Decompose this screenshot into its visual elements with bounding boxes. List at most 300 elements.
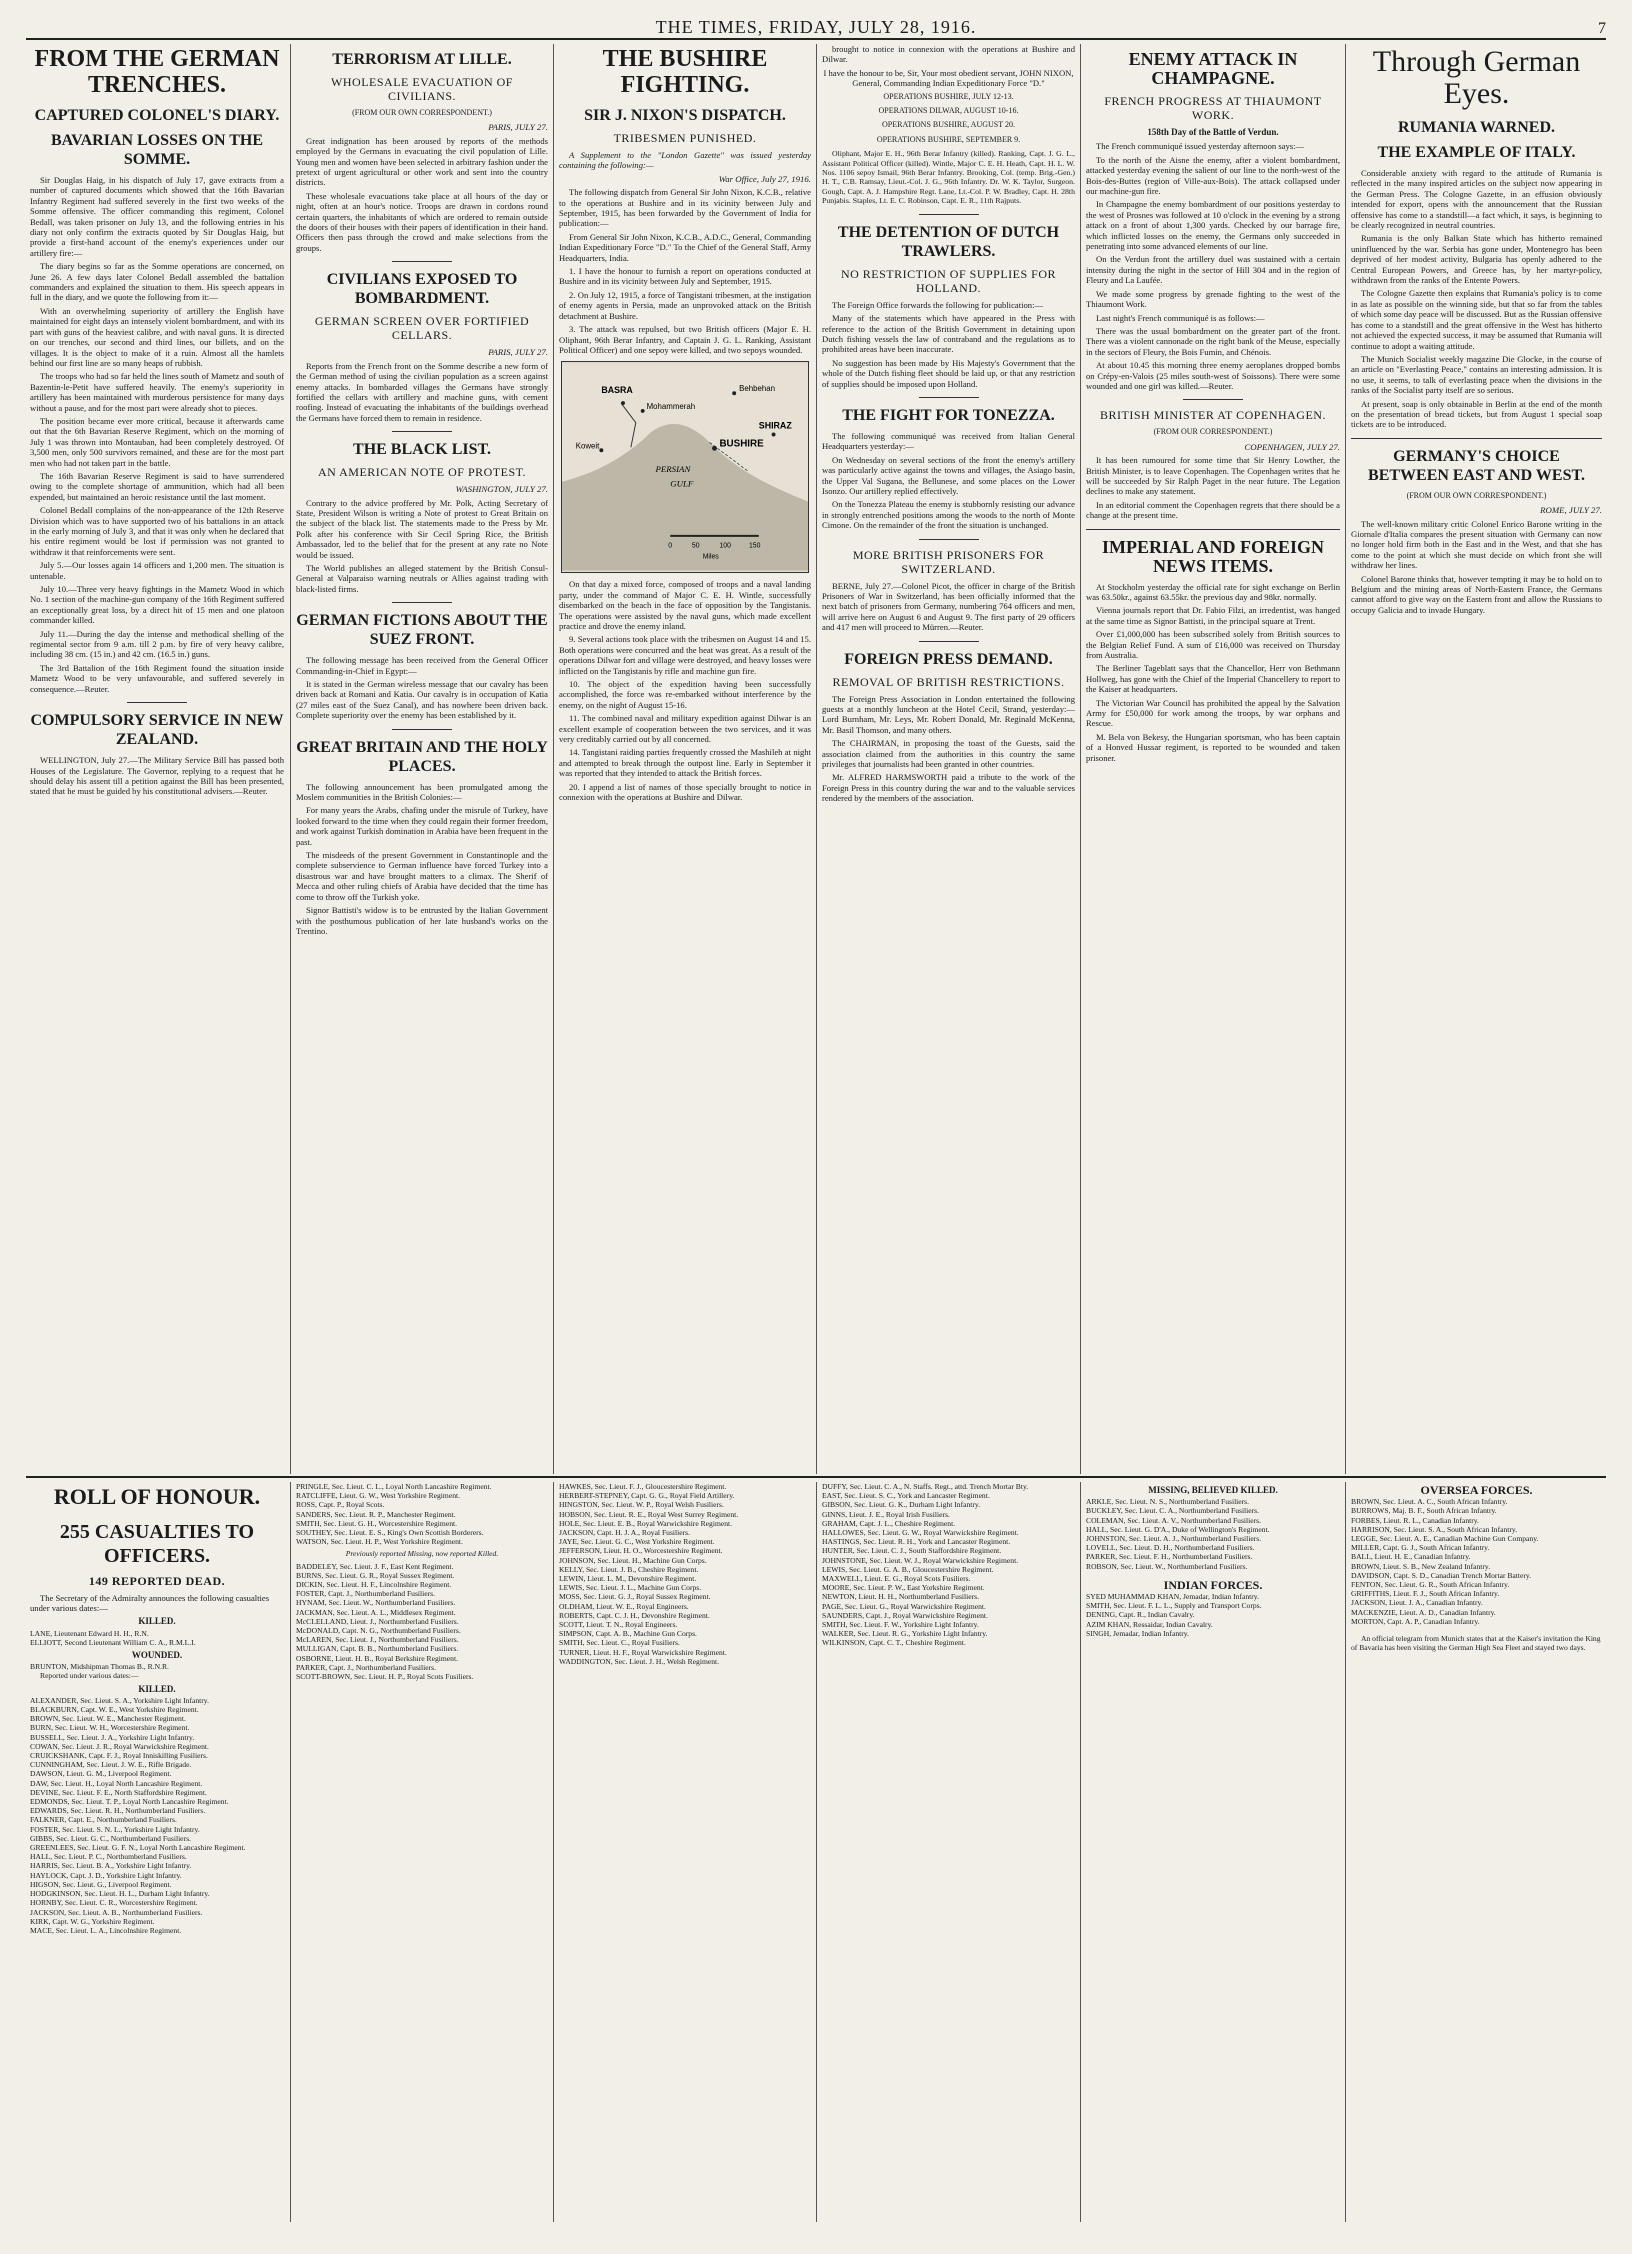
list-item: BURNS, Sec. Lieut. G. R., Royal Sussex Regiment.: [296, 1570, 455, 1580]
list-item: SMITH, Sec. Lieut. F. W., Yorkshire Light Infantry.: [822, 1620, 979, 1630]
paragraph: For many years the Arabs, chafing under the misrule of Turkey, have looked forward to the time when they could regain their former freedom, and work against Turkish domination in Arabia have been frequent in the past.: [296, 805, 548, 847]
paragraph: The troops who had so far held the lines south of Mametz and south of Bazentin-le-Petit have suffered heavily. The enemy's superiority in artillery has been maintained with murderous persistence for many days without a pause, and for the most part were already shot to pieces.: [30, 371, 284, 413]
list-item: WALKER, Sec. Lieut. R. G., Yorkshire Light Infantry.: [822, 1629, 988, 1639]
divider: [919, 539, 979, 540]
map-label-behbehan: Behbehan: [739, 384, 775, 394]
column-rule: [816, 44, 817, 1474]
list-item: KIRK, Capt. W. G., Yorkshire Regiment.: [30, 1916, 155, 1926]
list-item: FENTON, Sec. Lieut. G. R., South African Infantry.: [1351, 1580, 1510, 1590]
list-item: ELLIOTT, Second Lieutenant William C. A., R.M.L.I.: [30, 1637, 196, 1647]
subheadline: TRIBESMEN PUNISHED.: [613, 131, 757, 145]
column-champagne: [1082, 44, 1344, 1474]
headline: GERMANY'S CHOICE BETWEEN EAST AND WEST.: [1368, 447, 1585, 484]
map-scale-tick: 100: [719, 543, 731, 551]
paragraph: Many of the statements which have appeared in the Press with reference to the action of the British Government in detaining upon Dutch fishing vessels the law of contraband and the regulations as to prohibited areas have been inaccurate.: [822, 313, 1075, 355]
list-item: COLEMAN, Sec. Lieut. A. V., Northumberland Fusiliers.: [1086, 1515, 1261, 1525]
list-item: HIGSON, Sec. Lieut. G., Liverpool Regiment.: [30, 1879, 172, 1889]
headline: THE DETENTION OF DUTCH TRAWLERS.: [837, 223, 1060, 260]
list-item: AZIM KHAN, Ressaidar, Indian Cavalry.: [1086, 1619, 1213, 1629]
list-item: SIMPSON, Capt. A. B., Machine Gun Corps.: [559, 1629, 697, 1639]
list-item: BLACKBURN, Capt. W. E., West Yorkshire Regiment.: [30, 1705, 199, 1715]
headline: ENEMY ATTACK IN CHAMPAGNE.: [1128, 49, 1298, 88]
column-rule: [816, 1482, 817, 2222]
paragraph: BERNE, July 27.—Colonel Picot, the officer in charge of the British Prisoners of War in Switzerland, has been officially informed that the next batch of prisoners from Germany, numbering 764 officers and men, will arrive here on August 6 and August 9. The first party of 29 officers and 417 men will proceed to Mürren.—Reuter.: [822, 580, 1075, 633]
paragraph: Colonel Bedall complains of the non-appearance of the 12th Reserve Division which was to have supported two of his battalions in an attack in the early morning of July 3, and that it was only when he declared that his entire regiment would be lost if permission was not granted to withdraw it that reinforcements were sent.: [30, 505, 284, 557]
headline: GERMAN FICTIONS ABOUT THE SUEZ FRONT.: [296, 612, 548, 649]
list-item: DICKIN, Sec. Lieut. H. F., Lincolnshire Regiment.: [296, 1580, 452, 1590]
list-item: ROBSON, Sec. Lieut. W., Northumberland Fusiliers.: [1086, 1561, 1248, 1571]
column-bushire: [555, 44, 815, 1474]
section-label: KILLED.: [138, 1683, 176, 1694]
map-scale-tick: 50: [691, 543, 700, 551]
list-item: HAWKES, Sec. Lieut. F. J., Gloucestershire Regiment.: [559, 1482, 727, 1491]
paragraph: No suggestion has been made by His Majesty's Government that the whole of the Dutch fishing fleet should be laid up, or that any restriction of supplies should be imposed upon Holland.: [822, 357, 1075, 389]
paragraph: Sir Douglas Haig, in his dispatch of July 17, gave extracts from a number of captured documents which showed that the 16th Bavarian Infantry Regiment had suffered severely in the first two weeks of the Somme offensive. The officer commanding this regiment, Colonel Bedall, was taken prisoner on July 13, and the following entries in his diary not only confirm the extracts quoted by Sir Douglas Haig, but provide a first-hand account of the enemy's experiences under our artillery fire:—: [30, 175, 284, 258]
list-item: MILLER, Capt. G. J., South African Infantry.: [1351, 1543, 1490, 1553]
paragraph: The following announcement has been promulgated among the Moslem communities in the British Colonies:—: [296, 781, 548, 803]
list-item: BROWN, Lieut. S. B., New Zealand Infantry.: [1351, 1561, 1491, 1571]
paragraph: An official telegram from Munich states that at the Kaiser's invitation the King of Bavaria has been visiting the German High Sea Fleet and stayed two days.: [1351, 1634, 1601, 1653]
map-scale-tick: 150: [748, 543, 761, 551]
divider: [1351, 438, 1602, 439]
list-item: DEVINE, Sec. Lieut. F. E., North Staffordshire Regiment.: [30, 1787, 207, 1797]
paragraph: brought to notice in connexion with the operations at Bushire and Dilwar.: [822, 44, 1075, 65]
list-item: PRINGLE, Sec. Lieut. C. L., Loyal North Lancashire Regiment.: [296, 1482, 492, 1491]
divider: [392, 261, 452, 262]
map-label-bushire: BUSHIRE: [719, 438, 764, 450]
paragraph: At present, soap is only obtainable in Berlin at the end of the month on the presentation of bread tickets, but from August 1 special soap tickets are to be introduced.: [1351, 398, 1602, 430]
subheadline: 158th Day of the Battle of Verdun.: [1147, 127, 1279, 137]
masthead-title: THE TIMES, FRIDAY, JULY 28, 1916.: [655, 17, 977, 37]
list-item: LEWIS, Sec. Lieut. G. A. B., Gloucestershire Regiment.: [822, 1564, 994, 1574]
paragraph: The 3rd Battalion of the 16th Regiment found the situation inside Mametz Wood to be very unfavourable, and suffered severely in consequence.—Reuter.: [30, 662, 284, 694]
map-label-persian: PERSIAN: [655, 464, 691, 475]
paragraph: 2. On July 12, 1915, a force of Tangistani tribesmen, at the instigation of enemy agents in Persia, made an unprovoked attack on the British detachment at Bushire.: [559, 289, 811, 321]
list-item: LEWIN, Lieut. L. M., Devonshire Regiment.: [559, 1574, 697, 1584]
subheadline: FRENCH PROGRESS AT THIAUMONT WORK.: [1104, 94, 1322, 122]
list-item: ALEXANDER, Sec. Lieut. S. A., Yorkshire Light Infantry.: [30, 1695, 209, 1705]
paragraph: The following communiqué was received from Italian General Headquarters yesterday:—: [822, 430, 1075, 452]
paragraph: On that day a mixed force, composed of troops and a naval landing party, under the command of Major C. E. H. Wintle, successfully disembarked on the beach in the face of opposition by the Tangistanis. The operations were assisted by the naval guns, which made excellent practice and drove the enemy inland.: [559, 579, 811, 631]
paragraph: The well-known military critic Colonel Enrico Barone writing in the Giornale d'Italia compares the present situation with Germany can now no longer hold firm both in the East and in the West, and that she has come to the point at which she must decide on which front she will withdraw her lines.: [1351, 518, 1602, 571]
subheadline: RUMANIA WARNED.: [1397, 119, 1556, 136]
paragraph: July 11.—During the day the intense and methodical shelling of the regimental sector from 9 a.m. till 2 p.m. by fire of very heavy calibre, including 38 cm. (15 in.) and 42 cm. (16.5 in.) guns.: [30, 628, 284, 660]
headline: CIVILIANS EXPOSED TO BOMBARDMENT.: [326, 271, 518, 308]
subheadline: REMOVAL OF BRITISH RESTRICTIONS.: [832, 674, 1065, 689]
subheadline: CAPTURED COLONEL'S DIARY.: [34, 107, 280, 124]
list-item: BRUNTON, Midshipman Thomas B., R.N.R.: [30, 1662, 169, 1672]
paragraph: July 5.—Our losses again 14 officers and 1,200 men. The situation is untenable.: [30, 560, 284, 581]
list-item: FOSTER, Capt. J., Northumberland Fusiliers.: [296, 1589, 436, 1599]
headline: GREAT BRITAIN AND THE HOLY PLACES.: [296, 738, 548, 775]
paragraph: On Wednesday on several sections of the front the enemy's artillery was particularly active against the towns and villages, the Asiago basin, the Upper Val Sugana, the Bellunese, and some places on the Lower Isonzo. Our artillery replied effectively.: [822, 454, 1075, 496]
list-item: CRUICKSHANK, Capt. F. J., Royal Inniskilling Fusiliers.: [30, 1751, 208, 1761]
divider: [1183, 399, 1243, 400]
list-item: SANDERS, Sec. Lieut. R. P., Manchester Regiment.: [296, 1509, 456, 1519]
headline: THE BLACK LIST.: [353, 441, 491, 459]
paragraph: Signor Battisti's widow is to be entrusted by the Italian Government with the posthumous publication of her late husband's works on the Trentino.: [296, 905, 548, 936]
list-item: BALL, Lieut. H. E., Canadian Infantry.: [1351, 1552, 1471, 1562]
list-item: BROWN, Sec. Lieut. W. E., Manchester Regiment.: [30, 1714, 186, 1724]
map-label-mohammerah: Mohammerah: [646, 402, 696, 412]
paragraph: The Cologne Gazette then explains that Rumania's policy is to come in as late as possible on the winning side, but that so far from the tables of which some day peace will be discussed. But as the Russian offensive has come to a standstill and the great offensive in the West has hitherto not achieved the expected success, it may be assumed that Rumania will continue to adopt a waiting attitude.: [1351, 288, 1602, 351]
list-item: GIBBS, Sec. Lieut. G. C., Northumberland Fusiliers.: [30, 1833, 191, 1843]
headline: IMPERIAL AND FOREIGN NEWS ITEMS.: [1101, 536, 1325, 576]
list-item: FORBES, Lieut. R. L., Canadian Infantry.: [1351, 1515, 1479, 1525]
list-item: GIBSON, Sec. Lieut. G. K., Durham Light Infantry.: [822, 1500, 981, 1510]
list-item: HOBSON, Sec. Lieut. R. E., Royal West Surrey Regiment.: [559, 1509, 739, 1519]
list-item: GRAHAM, Capt. J. L., Cheshire Regiment.: [822, 1518, 956, 1528]
subheadline: AN AMERICAN NOTE OF PROTEST.: [317, 465, 527, 480]
map-graphic: [562, 362, 808, 572]
list-item: HALL, Sec. Lieut. P. C., Northumberland Fusiliers.: [30, 1852, 187, 1862]
dateline: WASHINGTON, JULY 27.: [455, 484, 548, 495]
divider: [392, 729, 452, 730]
list-item: SINGH, Jemadar, Indian Infantry.: [1086, 1628, 1189, 1638]
list-item: SYED MUHAMMAD KHAN, Jemadar, Indian Infantry.: [1086, 1592, 1259, 1602]
paragraph: The 16th Bavarian Reserve Regiment is said to have surrendered owing to the complete shortage of ammunition, which had all been expended, but maintained an heroic resistance until the last moment.: [30, 470, 284, 502]
divider: [919, 397, 979, 398]
paragraph: The Munich Socialist weekly magazine Die Glocke, in the course of an article on "Everlasting Peace," contains an interesting admission. It is no use, it seems, to talk of everlasting peace when the divisions in the ranks of the Socialist party itself are so serious.: [1351, 353, 1602, 396]
divider: [919, 214, 979, 215]
section-label: INDIAN FORCES.: [1163, 1577, 1263, 1592]
list-item: HALLOWES, Sec. Lieut. G. W., Royal Warwickshire Regiment.: [822, 1528, 1019, 1538]
subheadline: WHOLESALE EVACUATION OF CIVILIANS.: [331, 75, 513, 103]
map-scale-label: Miles: [702, 553, 719, 561]
list-note: Previously reported Missing, now reported Killed.: [345, 1549, 499, 1559]
paragraph: Reports from the French front on the Somme describe a new form of the German method of using the civilian population as a screen against enemy attacks. In bombarded villages the Germans have strongly fortified the cellars with artillery and machine guns, with cement roofing. Instead of evacuating the inhabitants of the buildings overhead the Germans have forced them to remain in residence.: [296, 360, 548, 423]
paragraph: The Foreign Office forwards the following for publication:—: [832, 299, 1044, 310]
list-item: BURN, Sec. Lieut. W. H., Worcestershire Regiment.: [30, 1723, 190, 1733]
signature-block: I have the honour to be, Sir, Your most obedient servant, JOHN NIXON, General, Commanding Indian Expeditionary Force "D.": [823, 67, 1074, 89]
list-item: WADDINGTON, Sec. Lieut. J. H., Welsh Regiment.: [559, 1656, 720, 1666]
headline: Through German Eyes.: [1372, 45, 1581, 110]
list-item: LANE, Lieutenant Edward H. H., R.N.: [30, 1628, 149, 1638]
list-item: McLAREN, Sec. Lieut. J., Northumberland Fusiliers.: [296, 1635, 459, 1645]
paragraph: Mr. ALFRED HARMSWORTH paid a tribute to the work of the Foreign Press in this country during the war and to the valuable services rendered by the members of the association.: [822, 772, 1075, 804]
list-heading: OPERATIONS BUSHIRE, SEPTEMBER 9.: [876, 134, 1021, 144]
column-rule: [553, 1482, 554, 2222]
list-item: HYNAM, Sec. Lieut. W., Northumberland Fusiliers.: [296, 1598, 456, 1608]
paragraph: There was the usual bombardment on the greater part of the front. There was a violent cannonade on the right bank of the Meuse, especially in the sectors of Fleury, the Bois Fumin, and Chénois.: [1086, 325, 1340, 357]
list-item: JOHNSTONE, Sec. Lieut. W. J., Royal Warwickshire Regiment.: [822, 1555, 1019, 1565]
list-item: JACKSON, Sec. Lieut. A. B., Northumberland Fusiliers.: [30, 1907, 203, 1917]
list-item: HARRISON, Sec. Lieut. S. A., South African Infantry.: [1351, 1524, 1518, 1534]
paragraph: Reported under various dates:—: [40, 1671, 139, 1681]
list-item: DENING, Capt. R., Indian Cavalry.: [1086, 1610, 1195, 1620]
paragraph: 14. Tangistani raiding parties frequently crossed the Mashileh at night and attempted to break through the outpost line. Early in September it was reported that they intended to attack the British forces.: [559, 747, 811, 779]
list-item: HALL, Sec. Lieut. G. D'A., Duke of Wellington's Regiment.: [1086, 1524, 1270, 1534]
column-rule: [1345, 1482, 1346, 2222]
list-item: DAVIDSON, Capt. S. D., Canadian Trench Mortar Battery.: [1351, 1570, 1532, 1580]
casualty-column-3: [555, 1482, 815, 2222]
paragraph: At about 10.45 this morning three enemy aeroplanes dropped bombs on Crépy-en-Valois (25 miles south-west of Soissons). There were some wounded and one girl was killed.—Reuter.: [1086, 360, 1340, 391]
subheadline: THE EXAMPLE OF ITALY.: [1377, 144, 1576, 161]
paragraph: Rumania is the only Balkan State which has hitherto remained uninfluenced by the war. Serbia has gone under, Montenegro has been deprived of her modest activity, Bulgaria has openly adhered to the Central European Powers, and Greece has, by her martyr-policy, withdrawn from the ranks of the Entente Powers.: [1351, 233, 1602, 286]
headline: FOREIGN PRESS DEMAND.: [844, 650, 1053, 668]
list-item: MACE, Sec. Lieut. L. A., Lincolnshire Regiment.: [30, 1925, 182, 1935]
list-item: BUSSELL, Sec. Lieut. J. A., Yorkshire Light Infantry.: [30, 1732, 195, 1742]
headline: FROM THE GERMAN TRENCHES.: [34, 46, 280, 98]
paragraph: The position became ever more critical, because it afterwards came out that the 6th Bavarian Reserve Regiment, which on the morning of July 1 was thrown into Montauban, had been completely destroyed. Of 3,500 men, only 500 survivors remained, and these are for the most part men who had not taken part in the battle.: [30, 415, 284, 468]
subheadline: BAVARIAN LOSSES ON THE SOMME.: [50, 132, 264, 168]
list-item: HORNBY, Sec. Lieut. C. R., Worcestershire Regiment.: [30, 1898, 198, 1908]
list-item: SOUTHEY, Sec. Lieut. E. S., King's Own Scottish Borderers.: [296, 1528, 484, 1538]
paragraph: Considerable anxiety with regard to the attitude of Rumania is reflected in the many inspired articles on the subject now appearing in the German Press. The Cologne Gazette, in an effusion obviously intended for export, opens with the announcement that the Russian offensive has come to a standstill—a fact which, it says, is beginning to be clearly recognized in neutral countries.: [1351, 168, 1602, 231]
paragraph: Vienna journals report that Dr. Fabio Filzi, an irredentist, was hanged at the same time as Signor Battisti, in the principal square at Trent.: [1086, 605, 1340, 626]
casualty-column-2: [292, 1482, 552, 2222]
masthead: [26, 8, 1606, 40]
list-heading: OPERATIONS BUSHIRE, JULY 12-13.: [883, 91, 1014, 101]
list-item: HAYLOCK, Capt. J. D., Yorkshire Light Infantry.: [30, 1870, 182, 1880]
casualty-list: [1086, 1592, 1340, 1638]
divider: [919, 641, 979, 642]
list-item: MOORE, Sec. Lieut. P. W., East Yorkshire Regiment.: [822, 1583, 985, 1593]
paragraph: 1. I have the honour to furnish a report on operations conducted at Bushire and in its vicinity between July and September, 1915.: [559, 266, 811, 287]
dateline: PARIS, JULY 27.: [488, 122, 548, 133]
map-scale-tick: 0: [668, 543, 673, 551]
paragraph: The CHAIRMAN, in proposing the toast of the Guests, said the association claimed from the authorities in this country the same privileges that journalists had been granted in other countries.: [822, 738, 1075, 770]
subheadline: NO RESTRICTION OF SUPPLIES FOR HOLLAND.: [840, 266, 1057, 295]
list-item: JACKSON, Capt. H. J. A., Royal Fusiliers.: [559, 1528, 691, 1538]
list-item: FOSTER, Sec. Lieut. S. N. L., Yorkshire Light Infantry.: [30, 1824, 200, 1834]
list-item: HINGSTON, Sec. Lieut. W. P., Royal Welsh Fusiliers.: [559, 1500, 724, 1510]
map-label-basra: BASRA: [601, 385, 633, 396]
list-item: HODGKINSON, Sec. Lieut. H. L., Durham Light Infantry.: [30, 1889, 210, 1899]
paragraph: 20. I append a list of names of those specially brought to notice in connexion with the operations at Bushire and Dilwar.: [559, 781, 811, 803]
column-rule: [1080, 44, 1081, 1474]
list-item: McDONALD, Capt. N. G., Northumberland Fusiliers.: [296, 1626, 461, 1636]
list-item: HERBERT-STEPNEY, Capt. G. G., Royal Field Artillery.: [559, 1491, 735, 1501]
map-label-koweit: Koweit: [575, 441, 600, 451]
paragraph: 3. The attack was repulsed, but two British officers (Major E. H. Oliphant, 96th Berar Infantry, and Captain J. G. L. Ranking, Assistant Political Officer) and one sepoy were killed, and two sepoys wounded.: [559, 324, 811, 355]
paragraph: From General Sir John Nixon, K.C.B., A.D.C., General, Commanding Indian Expeditionary Force "D." To the Chief of the General Staff, Army Headquarters, India.: [559, 231, 811, 263]
paragraph: The following message has been received from the General Officer Commanding-in-Chief in Egypt:—: [296, 655, 548, 676]
list-item: JACKSON, Lieut. J. A., Canadian Infantry.: [1351, 1598, 1483, 1608]
section-label: WOUNDED.: [131, 1650, 183, 1661]
list-item: JEFFERSON, Lieut. H. O., Worcestershire Regiment.: [559, 1546, 723, 1556]
roll-of-honour: [26, 1482, 288, 2222]
list-item: EDWARDS, Sec. Lieut. R. H., Northumberland Fusiliers.: [30, 1806, 206, 1816]
paragraph: We made some progress by grenade fighting to the west of the Thiaumont Work.: [1086, 288, 1340, 310]
list-item: NEWTON, Lieut. H. H., Northumberland Fusiliers.: [822, 1592, 979, 1602]
list-item: SMITH, Sec. Lieut. F. L. L., Supply and Transport Corps.: [1086, 1601, 1262, 1611]
headline: THE FIGHT FOR TONEZZA.: [842, 406, 1055, 424]
list-item: RATCLIFFE, Lieut. G. W., West Yorkshire Regiment.: [296, 1491, 460, 1501]
list-item: HASTINGS, Sec. Lieut. R. H., York and Lancaster Regiment.: [822, 1537, 1011, 1547]
list-item: LEGGE, Sec. Lieut. A. E., Canadian Machine Gun Company.: [1351, 1534, 1539, 1544]
list-item: OLDHAM, Lieut. W. E., Royal Engineers.: [559, 1601, 689, 1611]
paragraph: The Secretary of the Admiralty announces the following casualties under various dates:—: [30, 1593, 270, 1614]
list-item: TURNER, Lieut. H. F., Royal Warwickshire Regiment.: [559, 1647, 727, 1657]
list-item: DAW, Sec. Lieut. H., Loyal North Lancashire Regiment.: [30, 1778, 203, 1788]
list-heading: OPERATIONS BUSHIRE, AUGUST 20.: [882, 120, 1015, 130]
list-item: WILKINSON, Capt. C. T., Cheshire Regiment.: [822, 1638, 966, 1648]
list-item: JACKMAN, Sec. Lieut. A. L., Middlesex Regiment.: [296, 1607, 456, 1617]
list-item: GRIFFITHS, Lieut. F. J., South African Infantry.: [1351, 1589, 1500, 1599]
list-item: McCLELLAND, Lieut. J., Northumberland Fusiliers.: [296, 1616, 459, 1626]
casualty-list: [559, 1482, 811, 1666]
casualty-list: [1086, 1497, 1340, 1571]
casualty-column-4: [818, 1482, 1079, 2222]
casualty-column-6: [1347, 1482, 1606, 2222]
page-number: 7: [1598, 20, 1606, 37]
list-item: MAXWELL, Lieut. E. G., Royal Scots Fusiliers.: [822, 1574, 971, 1584]
list-item: MULLIGAN, Capt. B. B., Northumberland Fusiliers.: [296, 1644, 459, 1654]
list-item: COWAN, Sec. Lieut. J. R., Royal Warwickshire Regiment.: [30, 1741, 209, 1751]
list-item: DUFFY, Sec. Lieut. C. A., N. Staffs. Regt., attd. Trench Mortar Bty.: [822, 1482, 1029, 1491]
paragraph: 11. The combined naval and military expedition against Dilwar is an excellent example of cooperation between the two services, and it was very creditably carried out by all concerned.: [559, 713, 811, 744]
list-item: MACKENZIE, Lieut. A. D., Canadian Infantry.: [1351, 1607, 1496, 1617]
list-item: GINNS, Lieut. J. E., Royal Irish Fusiliers.: [822, 1509, 950, 1519]
paragraph: Colonel Barone thinks that, however tempting it may be to hold on to Belgium and the mining areas of North-Eastern France, the Germans cannot afford to give way on the Eastern front and allow the Russians to occupy Galicia and to invade Hungary.: [1351, 573, 1602, 615]
list-item: OSBORNE, Lieut. H. B., Royal Berkshire Regiment.: [296, 1653, 458, 1663]
map-label-shiraz: SHIRAZ: [758, 420, 792, 431]
list-item: BUCKLEY, Sec. Lieut. C. A., Northumberland Fusiliers.: [1086, 1506, 1260, 1516]
paragraph: The diary begins so far as the Somme operations are concerned, on June 26. A few days later Colonel Bedall assembled the battalion commanders and explained the situation to them. His speech appears in full in the diary, and we quote the following from it:—: [30, 261, 284, 303]
list-item: EDMONDS, Sec. Lieut. T. P., Loyal North Lancashire Regiment.: [30, 1797, 229, 1807]
paragraph: On the Tonezza Plateau the enemy is stubbornly resisting our advance in strongly entrenched positions among the woods to the north of Monte Cimone. On the remainder of the front the situation is unchanged.: [822, 499, 1075, 531]
column-rule: [290, 44, 291, 1474]
section-label: KILLED.: [138, 1616, 176, 1627]
paragraph: The World publishes an alleged statement by the British Consul-General at Valparaiso warning neutrals or Allies against trading with black-listed firms.: [296, 562, 548, 594]
list-item: KELLY, Sec. Lieut. J. B., Cheshire Regiment.: [559, 1564, 699, 1574]
paragraph: In an editorial comment the Copenhagen regrets that there should be a change at the present time.: [1086, 499, 1340, 521]
casualty-list: [296, 1562, 548, 1682]
headline: ROLL OF HONOUR.: [53, 1484, 261, 1509]
paragraph: WELLINGTON, July 27.—The Military Service Bill has passed both Houses of the Legislature. The Governor, replying to a request that he should delay his assent till a petition against the Bill has been presented, stated that he must be guided by his constitutional advisers.—Reuter.: [30, 755, 284, 797]
divider: [127, 702, 187, 703]
column-rule: [1345, 44, 1346, 1474]
list-heading: OPERATIONS DILWAR, AUGUST 10-16.: [878, 106, 1019, 116]
list-item: HUNTER, Sec. Lieut. C. J., South Staffordshire Regiment.: [822, 1546, 1002, 1556]
list-item: SCOTT, Lieut. T. N., Royal Engineers.: [559, 1620, 678, 1630]
column-rule: [1080, 1482, 1081, 2222]
map-label-gulf: GULF: [670, 478, 694, 489]
column-rule: [553, 44, 554, 1474]
list-item: PARKER, Sec. Lieut. F. H., Northumberland Fusiliers.: [1086, 1552, 1253, 1562]
paragraph: To the north of the Aisne the enemy, after a violent bombardment, attacked yesterday evening the salient of our line to the north-west of the Bois-des-Buttes (region of Ville-aux-Bois). The attack collapsed under our machine-gun fire.: [1086, 154, 1340, 197]
paragraph: The misdeeds of the present Government in Constantinople and the complete subservience to German influence have forced Turkey into a disastrous war and have brought matters to a climax. The Sherif of Mecca and other ruling chiefs of Arabia have decided that the time has come to throw off the Turkish yoke.: [296, 850, 548, 902]
section-divider: [26, 1476, 1606, 1478]
paragraph: At Stockholm yesterday the official rate for sight exchange on Berlin was 63.50kr., against 63.55kr. the previous day and 98kr. normally.: [1086, 581, 1340, 602]
list-item: BURROWS, Maj. B. F., South African Infantry.: [1351, 1506, 1497, 1516]
list-item: BADDELEY, Sec. Lieut. J. F., East Kent Regiment.: [296, 1561, 454, 1571]
list-item: LOVELL, Sec. Lieut. D. H., Northumberland Fusiliers.: [1086, 1543, 1255, 1553]
paragraph: On the Verdun front the artillery duel was sustained with a certain intensity during the night in the sector of Hill 304 and in the region of Fleury and La Laufée.: [1086, 254, 1340, 286]
paragraph: The Victorian War Council has prohibited the appeal by the Salvation Army for £50,000 for work among the troops, by war orphans and Rescue.: [1086, 697, 1340, 729]
list-item: MORTON, Capt. A. P., Canadian Infantry.: [1351, 1616, 1480, 1626]
map-persian-gulf: [561, 361, 809, 573]
casualties-headline: 255 CASUALTIES TO OFFICERS.: [59, 1521, 255, 1567]
casualty-column-5: [1082, 1482, 1344, 2222]
list-item: GREENLEES, Sec. Lieut. G. F. N., Loyal North Lancashire Regiment.: [30, 1843, 246, 1853]
list-item: PAGE, Sec. Lieut. G., Royal Warwickshire Regiment.: [822, 1601, 986, 1611]
honours-list: Oliphant, Major E. H., 96th Berar Infantry (killed). Ranking, Capt. J. G. L., Assistant Political Officer (killed). Wintle, Major C. E. H. Heath, Capt. H. L. W. Nos. 1106 sepoy Ismail, 96th Berar Infantry. Brooking, Col. (temp. Brig.-Gen.) H. T., C.B. Ramsay, Lieut.-Col. J. G., 96th Infantry. Dr. W. K. Taylor, Surgeon. Gough, Capt. A. J. Hampshire Regt. Lane, Lt.-Col. P. W. Bradley, Capt. H. 28th Punjabis. Staples, Lt. E. C. Robinson, Capt. E. R., 11th Rajputs.: [822, 149, 1075, 206]
column-german-eyes: [1347, 44, 1606, 1474]
list-item: DAWSON, Lieut. G. M., Liverpool Regiment.: [30, 1769, 172, 1779]
divider: [392, 602, 452, 603]
headline: COMPULSORY SERVICE IN NEW ZEALAND.: [30, 712, 284, 749]
casualty-list: [30, 1696, 284, 1935]
subheadline: SIR J. NIXON'S DISPATCH.: [584, 107, 786, 124]
paragraph: The following dispatch from General Sir John Nixon, K.C.B., relative to the operations at Bushire and in its vicinity between July and September, 1915, has been forwarded by the Government of India for publication:—: [559, 187, 811, 229]
paragraph: M. Bela von Bekesy, the Hungarian sportsman, who has been captain of a Honved Hussar regiment, is reported to be wounded and taken prisoner.: [1086, 731, 1340, 763]
paragraph: Over £1,000,000 has been subscribed solely from British sources to the Belgian Relief Fund. A sum of £16,000 was received on Thursday from Australia.: [1086, 629, 1340, 661]
list-item: BROWN, Sec. Lieut. A. C., South African Infantry.: [1351, 1497, 1508, 1507]
headline: THE BUSHIRE FIGHTING.: [602, 46, 768, 98]
paragraph: 9. Several actions took place with the tribesmen on August 14 and 15. Both operations were concurred and the heat was great. As a result of the operations Dilwar fort and village were destroyed, and heavy losses were inflicted on the Tangistanis by rifle and machine gun fire.: [559, 634, 811, 676]
paragraph: Contrary to the advice proffered by Mr. Polk, Acting Secretary of State, President Wilson is writing a Note of protest to Great Britain on the subject of the black list. The statements made to the Press by Mr. Polk after his conference with Sir Cecil Spring Rice, the British Ambassador, led to the belief that for the present at any rate no Note would be issued.: [296, 497, 548, 560]
paragraph: Last night's French communiqué is as follows:—: [1096, 312, 1265, 323]
list-item: HOLE, Sec. Lieut. E. B., Royal Warwickshire Regiment.: [559, 1518, 733, 1528]
dateline: PARIS, JULY 27.: [488, 347, 548, 358]
paragraph: Great indignation has been aroused by reports of the methods employed by the Germans in evacuating the civil population of Lille. Young men and women have been selected in arbitrary fashion under the pretext of urgent agricultural or other work and sent into the country districts.: [296, 135, 548, 188]
subheadline: GERMAN SCREEN OVER FORTIFIED CELLARS.: [314, 314, 530, 343]
paragraph: It has been rumoured for some time that Sir Henry Lowther, the British Minister, is to leave Copenhagen. The Copenhagen writes that he will be succeeded by Sir Ralph Paget in the near future. The Legation declines to make any statement.: [1086, 455, 1340, 497]
column-german-trenches: [26, 44, 288, 1474]
list-item: SMITH, Sec. Lieut. G. H., Worcestershire Regiment.: [296, 1518, 458, 1528]
divider: [392, 431, 452, 432]
source-line: (FROM OUR OWN CORRESPONDENT.): [352, 108, 492, 117]
dateline: War Office, July 27, 1916.: [718, 173, 811, 184]
list-item: SAUNDERS, Capt. J., Royal Warwickshire Regiment.: [822, 1610, 988, 1620]
paragraph: The French communiqué issued yesterday afternoon says:—: [1096, 141, 1305, 152]
list-item: ARKLE, Sec. Lieut. N. S., Northumberland Fusiliers.: [1086, 1497, 1250, 1507]
casualty-list: [1351, 1497, 1602, 1626]
casualty-list: [822, 1482, 1075, 1648]
headline: MORE BRITISH PRISONERS FOR SWITZERLAND.: [852, 547, 1045, 576]
headline: BRITISH MINISTER AT COPENHAGEN.: [1100, 408, 1326, 423]
column-rule: [290, 1482, 291, 2222]
paragraph: 10. The object of the expedition having been successfully accomplished, the force was re-embarked without interference by the enemy, on the night of August 15-16.: [559, 678, 811, 710]
paragraph: July 10.—Three very heavy fightings in the Mametz Wood in which No. 1 section of the machine-gun company of the 16th Regiment suffered an exceptionally great loss, by a direct hit of 15 men and one platoon commander killed.: [30, 584, 284, 626]
paragraph: In Champagne the enemy bombardment of our positions yesterday to the west of Prosnes was followed at 10 o'clock in the evening by a strong attack on a front of about 1,300 yards. Checked by our barrage fire, which inflicted losses on the enemy, the Germans only succeeded in penetrating into some advanced elements of our line.: [1086, 199, 1340, 252]
list-item: EAST, Sec. Lieut. S. C., York and Lancaster Regiment.: [822, 1491, 990, 1501]
list-item: LEWIS, Sec. Lieut. J. L., Machine Gun Corps.: [559, 1583, 702, 1593]
list-item: JAYE, Sec. Lieut. G. C., West Yorkshire Regiment.: [559, 1537, 715, 1547]
paragraph: The Berliner Tageblatt says that the Chancellor, Herr von Bethmann Hollweg, has gone with the Chief of the Imperial Chancellery to report to the Kaiser at headquarters.: [1086, 663, 1340, 695]
paragraph: The Foreign Press Association in London entertained the following guests at a monthly luncheon at the Hotel Cecil, Strand, yesterday:—Lord Burnham, Mr. Leys, Mr. Robert Donald, Mr. Reginald McKenna, Mr. Basil Thomson, and many others.: [822, 693, 1075, 735]
casualty-list: [296, 1482, 548, 1546]
column-dutch-trawlers: [818, 44, 1079, 1474]
list-item: ROSS, Capt. P., Royal Scots.: [296, 1500, 385, 1510]
list-item: ROBERTS, Capt. C. J. H., Devonshire Regiment.: [559, 1610, 710, 1620]
list-item: SCOTT-BROWN, Sec. Lieut. H. P., Royal Scots Fusiliers.: [296, 1672, 474, 1682]
paragraph: With an overwhelming superiority of artillery the English have maintained for eight days an intensely violent bombardment, and with its part with guns of the heaviest calibre, and with naval guns. It is directed on our trenches, our second and third lines, our billets, and on the villages. It is the object to make of it a ruin. Almost all the hamlets behind our first line are so many heaps of rubbish.: [30, 305, 284, 368]
list-item: SMITH, Sec. Lieut. C., Royal Fusiliers.: [559, 1638, 680, 1648]
list-item: JOHNSON, Sec. Lieut. H., Machine Gun Corps.: [559, 1555, 707, 1565]
paragraph: It is stated in the German wireless message that our cavalry has been driven back at Romani and Katia. Our cavalry is in occupation of Katia (27 miles east of the Suez Canal), and has nowhere been driven back. Complete superiority over the enemy has been established by it.: [296, 679, 548, 721]
dateline: COPENHAGEN, JULY 27.: [1244, 441, 1340, 452]
list-item: CUNNINGHAM, Sec. Lieut. J. W. E., Rifle Brigade.: [30, 1760, 192, 1770]
section-label: OVERSEA FORCES.: [1420, 1483, 1533, 1497]
list-item: FALKNER, Capt. E., Northumberland Fusiliers.: [30, 1815, 177, 1825]
source-line: (FROM OUR CORRESPONDENT.): [1153, 427, 1273, 437]
list-item: PARKER, Capt. J., Northumberland Fusiliers.: [296, 1662, 436, 1672]
list-item: WATSON, Sec. Lieut. H. P., West Yorkshire Regiment.: [296, 1537, 463, 1547]
list-item: MOSS, Sec. Lieut. G. J., Royal Sussex Regiment.: [559, 1592, 711, 1602]
headline: TERRORISM AT LILLE.: [332, 51, 512, 68]
list-item: HARRIS, Sec. Lieut. B. A., Yorkshire Light Infantry.: [30, 1861, 192, 1871]
dateline: ROME, JULY 27.: [1540, 505, 1602, 516]
column-terrorism-lille: [292, 44, 552, 1474]
section-label: MISSING, BELIEVED KILLED.: [1148, 1485, 1278, 1495]
subheadline: 149 REPORTED DEAD.: [88, 1574, 226, 1588]
source-line: (FROM OUR OWN CORRESPONDENT.): [1406, 490, 1547, 500]
paragraph: A Supplement to the "London Gazette" was issued yesterday containing the following:—: [559, 150, 811, 171]
divider: [1086, 529, 1340, 530]
